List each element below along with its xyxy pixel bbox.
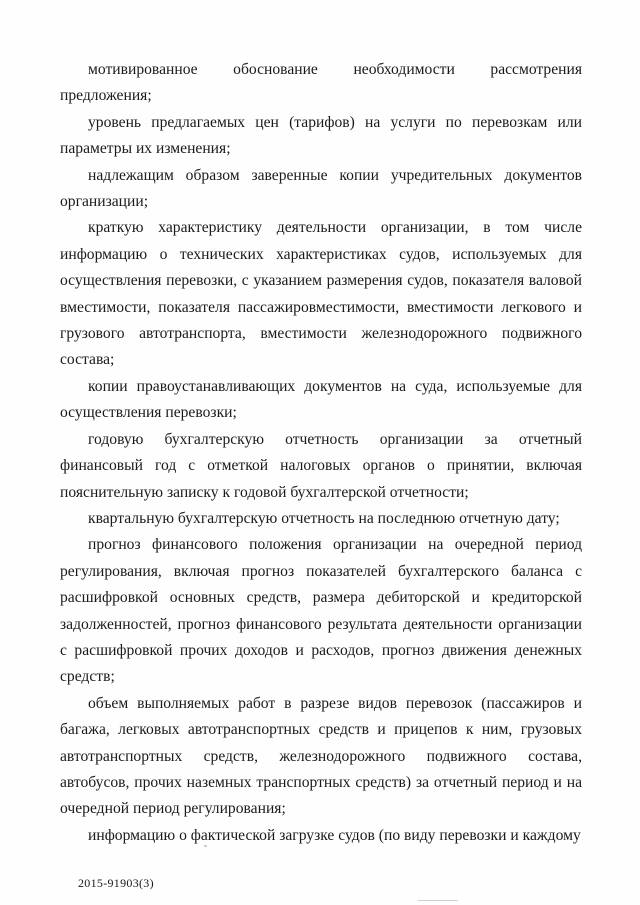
document-code-footer: 2015-91903(3): [78, 876, 154, 890]
scan-artifact: [418, 900, 458, 901]
document-body: [60, 57, 582, 849]
paragraph: годовую бухгалтерскую отчетность организации за отчетный финансовый год с отметкой налоговых органов о принятии, включая пояснительную записку к годовой бухгалтерской отчетности;: [60, 430, 582, 501]
paragraph: уровень предлагаемых цен (тарифов) на услуги по перевозкам или параметры их изменения;: [60, 113, 582, 158]
paragraph: квартальную бухгалтерскую отчетность на последнюю отчетную дату;: [88, 509, 560, 527]
paragraph: объем выполняемых работ в разрезе видов перевозок (пассажиров и багажа, легковых автотранспортных средств и прицепов к ним, грузовых автотранспортных средств, железнодорожного подвижного состава, автобусов, прочих наземных транспортных средств) за отчетный период и на очередной период регулирования;: [60, 694, 582, 818]
paragraph: краткую характеристику деятельности организации, в том числе информацию о технических характеристиках судов, используемых для осуществления перевозки, с указанием размерения судов, показателя валовой вместимости, показателя пассажировместимости, вместимости легкового и грузового автотранспорта, вместимости железнодорожного подвижного состава;: [60, 219, 582, 369]
paragraph: мотивированное обоснование необходимости рассмотрения предложения;: [60, 61, 582, 105]
paragraph: прогноз финансового положения организации на очередной период регулирования, включая прогноз показателей бухгалтерского баланса с расшифровкой основных средств, размера дебиторской и кредиторской задолженностей, прогноз финансового результата деятельности организации с расшифровкой прочих доходов и расходов, прогноз движения денежных средств;: [60, 536, 582, 686]
paragraph: надлежащим образом заверенные копии учредительных документов организации;: [60, 166, 582, 211]
paragraph: информацию о фактической загрузке судов (по виду перевозки и каждому: [88, 826, 581, 844]
paragraph: копии правоустанавливающих документов на суда, используемые для осуществления перевозки;: [60, 377, 582, 422]
scan-artifact: [204, 845, 207, 847]
